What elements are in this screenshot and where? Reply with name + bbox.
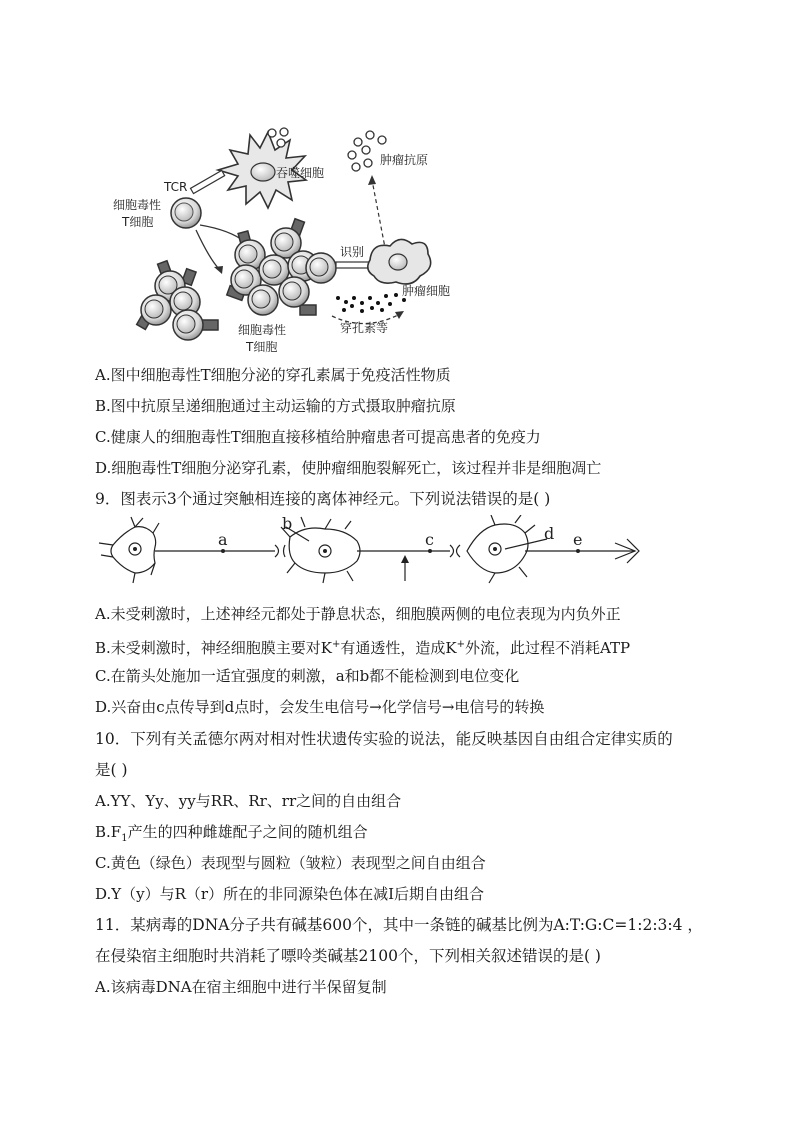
q10-option-d: D.Y（y）与R（r）所在的非同源染色体在减Ⅰ后期自由组合 bbox=[95, 885, 485, 903]
point-a bbox=[221, 549, 225, 553]
q10-stem-line1: 10．下列有关孟德尔两对相对性状遗传实验的说法，能反映基因自由组合定律实质的 bbox=[95, 730, 673, 748]
q9-option-c: C.在箭头处施加一适宜强度的刺激，a和b都不能检测到电位变化 bbox=[95, 667, 520, 685]
tumor-cell bbox=[368, 239, 431, 284]
ctl-cluster-center bbox=[227, 219, 336, 315]
ctl-left-label-2: T细胞 bbox=[122, 215, 154, 229]
ctl-cluster-left bbox=[137, 261, 218, 340]
q8-option-d: D.细胞毒性T细胞分泌穿孔素，使肿瘤细胞裂解死亡，该过程并非是细胞凋亡 bbox=[95, 459, 602, 477]
point-e bbox=[576, 549, 580, 553]
point-c bbox=[428, 549, 432, 553]
phagocyte-label: 吞噬细胞 bbox=[276, 166, 325, 180]
proliferation-arrow-left bbox=[196, 230, 220, 270]
q9-option-b: B.未受刺激时，神经细胞膜主要对K+有通透性，造成K+外流，此过程不消耗ATP bbox=[95, 639, 631, 657]
q10-option-c: C.黄色（绿色）表现型与圆粒（皱粒）表现型之间自由组合 bbox=[95, 854, 486, 872]
ctl-bottom-label-2: T细胞 bbox=[246, 340, 278, 354]
ctl-left-label-1: 细胞毒性 bbox=[113, 198, 162, 212]
q11-stem-line2: 在侵染宿主细胞时共消耗了嘌呤类碱基2100个，下列相关叙述错误的是( ) bbox=[95, 947, 601, 965]
recognition-bond bbox=[336, 262, 370, 268]
q10-stem-line2: 是( ) bbox=[95, 761, 128, 779]
q10-option-b: $B.F_1$产生的四种雌雄配子之间的随机组合 bbox=[95, 823, 368, 844]
perforin-dots bbox=[336, 293, 406, 313]
q8-option-c: C.健康人的细胞毒性T细胞直接移植给肿瘤患者可提高患者的免疫力 bbox=[95, 428, 541, 446]
recognize-label: 识别 bbox=[340, 245, 365, 259]
q10-option-a: A.YY、Yy、yy与RR、Rr、rr之间的自由组合 bbox=[95, 792, 402, 810]
label-e: e bbox=[573, 530, 583, 549]
tcr-label: TCR bbox=[164, 180, 188, 194]
ctl-cell-left bbox=[171, 198, 201, 228]
perforin-label: 穿孔素等 bbox=[340, 321, 389, 335]
antigen-arrowhead bbox=[368, 175, 376, 185]
q9-option-d: D.兴奋由c点传导到d点时，会发生电信号→化学信号→电信号的转换 bbox=[95, 698, 545, 716]
q8-option-b: B.图中抗原呈递细胞通过主动运输的方式摄取肿瘤抗原 bbox=[95, 397, 456, 415]
tcr-receptor bbox=[191, 170, 225, 193]
label-a: a bbox=[218, 530, 228, 549]
tumor-antigen-label: 肿瘤抗原 bbox=[380, 153, 429, 167]
neuron-figure bbox=[95, 515, 655, 585]
q11-option-a: A.该病毒DNA在宿主细胞中进行半保留复制 bbox=[95, 978, 387, 996]
label-b: b bbox=[282, 515, 293, 533]
tumor-cell-label: 肿瘤细胞 bbox=[402, 284, 451, 298]
ctl-bottom-label-1: 细胞毒性 bbox=[238, 323, 287, 337]
q9-option-a: A.未受刺激时，上述神经元都处于静息状态，细胞膜两侧的电位表现为内负外正 bbox=[95, 605, 621, 623]
immune-figure bbox=[100, 120, 490, 360]
label-d: d bbox=[544, 524, 555, 543]
label-c: c bbox=[425, 530, 434, 549]
q8-option-a: A.图中细胞毒性T细胞分泌的穿孔素属于免疫活性物质 bbox=[95, 366, 451, 384]
q11-stem-line1: 11．某病毒的DNA分子共有碱基600个，其中一条链的碱基比例为A:T:G:C=1:2:3:4 ， bbox=[95, 916, 703, 934]
q9-stem: 9．图表示3个通过突触相连接的离体神经元。下列说法错误的是( ) bbox=[95, 490, 551, 508]
